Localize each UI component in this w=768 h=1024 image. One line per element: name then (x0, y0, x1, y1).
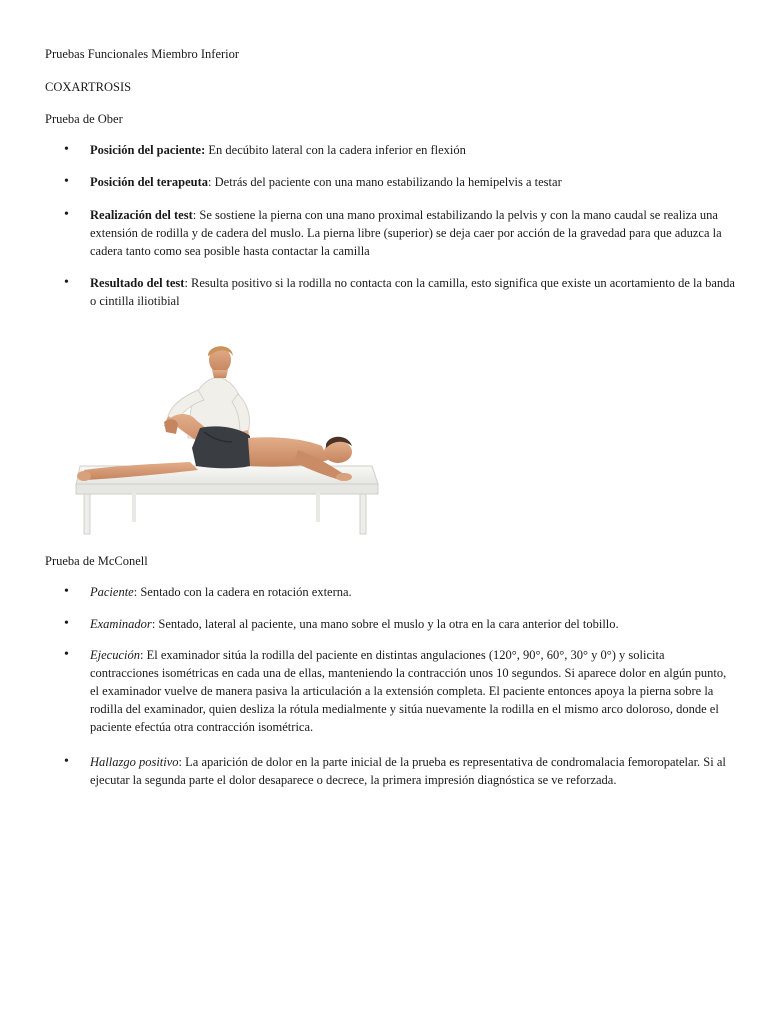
item-label: Examinador (90, 617, 152, 631)
item-text: : Resulta positivo si la rodilla no contacta con la camilla, esto significa que existe un acortamiento de la banda o cintilla iliotibial (90, 276, 735, 308)
item-text: : El examinador sitúa la rodilla del paciente en distintas angulaciones (120°, 90°, 60°, 30° y 0°) y solicita contracciones isométricas en cada una de ellas, manteniendo la contracción unos 10 segundos. Si aparece dolor en algún punto, el examinador vuelve de manera pasiva la articulación a la extensión completa. El paciente entonces apoya la pierna sobre la rodilla del examinador, quien desliza la rótula medialmente y sitúa nuevamente la rodilla en el mismo arco doloroso, donde el paciente efectúa otra contracción isométrica. (90, 648, 727, 734)
list-item (45, 274, 735, 310)
ober-test-illustration (72, 338, 384, 536)
item-label: Posición del paciente: (90, 143, 206, 157)
item-text: En decúbito lateral con la cadera inferior en flexión (205, 143, 466, 157)
item-text: : Detrás del paciente con una mano estabilizando la hemipelvis a testar (208, 175, 562, 189)
item-label: Posición del terapeuta (90, 175, 209, 189)
item-label: Ejecución (90, 648, 140, 662)
item-text: : Sentado con la cadera en rotación externa. (133, 585, 352, 599)
item-text: : Se sostiene la pierna con una mano proximal estabilizando la pelvis y con la mano caudal se realiza una extensión de rodilla y de cadera del muslo. La pierna libre (superior) se deja caer por acción de la gravedad para que aduzca la cadera tanto como sea posible hasta contactar la camilla (90, 208, 722, 258)
ober-heading: Prueba de Ober (45, 112, 123, 126)
document-title: Pruebas Funcionales Miembro Inferior (45, 47, 240, 61)
list-item (45, 583, 735, 601)
item-text: : Sentado, lateral al paciente, una mano sobre el muslo y la otra en la cara anterior del tobillo. (151, 617, 619, 631)
section-heading: COXARTROSIS (45, 80, 132, 94)
list-item (45, 753, 735, 789)
list-item (45, 646, 735, 736)
mcconell-heading: Prueba de McConell (45, 554, 148, 568)
list-item (45, 173, 735, 191)
list-item (45, 206, 735, 260)
list-item (45, 615, 735, 633)
item-text: : La aparición de dolor en la parte inicial de la prueba es representativa de condromalacia femoropatelar. Si al ejecutar la segunda parte el dolor desaparece o decrece, la primera impresión diagnóstica se ve reforzada. (90, 755, 726, 787)
item-label: Paciente (90, 585, 134, 599)
list-item (45, 141, 735, 159)
item-label: Realización del test (90, 208, 193, 222)
item-label: Hallazgo positivo (90, 755, 179, 769)
item-label: Resultado del test (90, 276, 185, 290)
